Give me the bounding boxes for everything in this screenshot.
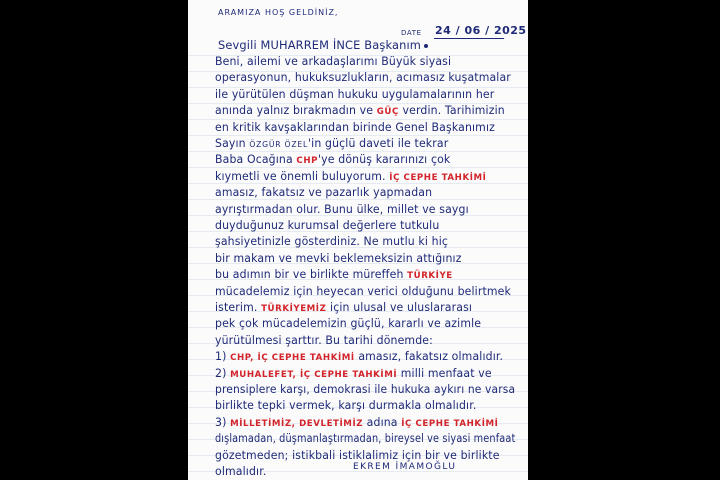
- handwritten-text: anında yalnız bırakmadın ve: [215, 103, 377, 118]
- handwritten-text: 3): [215, 414, 231, 429]
- handwritten-text: operasyonun, hukuksuzlukların, acımasız kuşatmalar: [215, 70, 511, 85]
- handwritten-text: verdin. Tarihimizin: [398, 103, 505, 118]
- letter-line: [215, 251, 515, 265]
- red-highlight-text: CHP, İÇ CEPHE TAHKİMİ: [230, 353, 355, 364]
- letter-line: [215, 398, 515, 412]
- handwritten-text: için ulusal ve uluslararası: [326, 300, 473, 314]
- handwritten-text: adına: [363, 414, 402, 429]
- letter-line: [215, 169, 515, 183]
- handwritten-text: şahsiyetinizle gösterdiniz. Ne mutlu ki hiç: [215, 234, 449, 249]
- letter-line: [215, 87, 515, 101]
- letter-page: [188, 0, 528, 480]
- letter-line: [215, 185, 515, 199]
- letter-line: [215, 366, 515, 380]
- handwritten-text: Beni, ailemi ve arkadaşlarımı Büyük siyasi: [215, 54, 452, 68]
- handwritten-text: ÖZGÜR ÖZEL: [249, 140, 309, 149]
- handwritten-text: yürütülmesi şarttır. Bu tarihi dönemde:: [215, 332, 433, 347]
- red-highlight-text: MUHALEFET, İÇ CEPHE TAHKİMİ: [230, 369, 398, 380]
- handwritten-text: birlikte tepki vermek, karşı durmakla olmalıdır.: [215, 398, 477, 413]
- red-highlight-text: İÇ CEPHE TAHKİMİ: [401, 418, 499, 429]
- handwritten-text: amasız, fakatsız olmalıdır.: [354, 349, 504, 364]
- handwritten-text: dışlamadan, düşmanlaştırmadan, bireysel ve siyasi menfaat: [215, 431, 516, 446]
- handwritten-text: duyduğunuz kurumsal değerlere tutkulu: [215, 218, 440, 232]
- handwritten-text: milli menfaat ve: [397, 365, 492, 380]
- handwritten-text: 1): [215, 349, 231, 364]
- handwritten-text: gözetmeden; istikbali istiklalimiz için bir ve birlikte: [215, 447, 500, 462]
- handwritten-text: prensiplere karşı, demokrasi ile hukuka aykırı ne varsa: [215, 382, 516, 396]
- signature: EKREM İMAMOĞLU: [353, 462, 457, 472]
- handwritten-text: 'ye dönüş kararınızı çok: [318, 152, 451, 167]
- letter-line: [215, 202, 515, 216]
- letter-line: [215, 136, 515, 150]
- salutation-text: Sevgili MUHARREM İNCE Başkanım: [218, 38, 422, 52]
- red-highlight-text: MİLLETİMİZ, DEVLETİMİZ: [230, 418, 364, 429]
- handwritten-text: 2): [215, 365, 231, 380]
- greeting: ARAMIZA HOŞ GELDİNİZ,: [218, 8, 339, 17]
- handwritten-text: ile yürütülen düşman hukuku uygulamalarının her: [215, 86, 495, 101]
- letter-line: [215, 54, 515, 68]
- handwritten-text: mücadelemiz için heyecan verici olduğunu belirtmek: [215, 283, 512, 298]
- handwritten-text: kıymetli ve önemli buluyorum.: [215, 168, 390, 183]
- handwritten-text: bir makam ve mevki beklemeksizin attığınız: [215, 250, 462, 265]
- letter-line: [215, 333, 515, 347]
- letter-line: [215, 300, 515, 314]
- letter-line: [215, 234, 515, 248]
- letter-line: [215, 218, 515, 232]
- letter-line: [215, 70, 515, 84]
- red-highlight-text: GÜÇ: [376, 107, 399, 118]
- letter-line: [215, 120, 515, 134]
- handwritten-text: Baba Ocağına: [215, 152, 297, 167]
- letter-line: [215, 316, 515, 330]
- letter-line: [215, 103, 515, 117]
- handwritten-text: pek çok mücadelemizin güçlü, kararlı ve azimle: [215, 316, 482, 331]
- ruled-line: [188, 183, 528, 184]
- handwritten-text: isterim.: [215, 300, 262, 314]
- handwritten-text: Sayın: [215, 136, 250, 150]
- letter-line: [215, 284, 515, 298]
- red-highlight-text: İÇ CEPHE TAHKİMİ: [389, 172, 487, 183]
- handwritten-text: bu adımın bir ve birlikte müreffeh: [215, 267, 408, 282]
- handwritten-text: en kritik kavşaklarından birinde Genel Başkanımız: [215, 119, 496, 134]
- letter-line: [215, 431, 516, 446]
- letter-line: [215, 267, 515, 281]
- letter-line: [215, 349, 515, 363]
- letter-line: [215, 448, 515, 462]
- date-value: 24 / 06 / 2025: [435, 24, 527, 37]
- red-highlight-text: TÜRKİYE: [407, 271, 453, 282]
- letter-line: [215, 382, 516, 396]
- date-label: DATE: [401, 29, 422, 37]
- dot-mark: [424, 44, 428, 48]
- handwritten-text: 'in güçlü daveti ile tekrar: [308, 136, 449, 150]
- handwritten-text: ayrıştırmadan olur. Bunu ülke, millet ve saygı: [215, 201, 469, 216]
- letter-line: [215, 152, 515, 166]
- salutation: [218, 38, 528, 52]
- red-highlight-text: CHP: [296, 156, 319, 167]
- red-highlight-text: TÜRKİYEMİZ: [261, 304, 327, 314]
- handwritten-text: amasız, fakatsız ve pazarlık yapmadan: [215, 185, 433, 200]
- letter-line: [215, 415, 515, 429]
- handwritten-text: olmalıdır.: [215, 464, 267, 478]
